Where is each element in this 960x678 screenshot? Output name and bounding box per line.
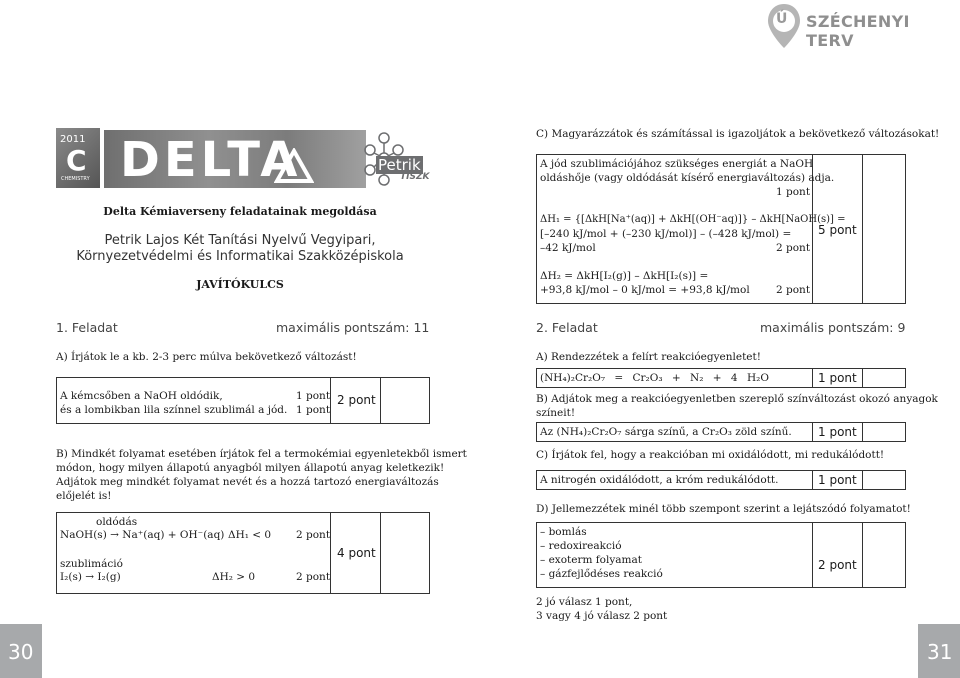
task1-b-equation-2: I₂(s) → I₂(g)	[60, 571, 121, 583]
delta-text: DELTA	[120, 132, 302, 188]
task1-b-dh-2: ΔH₂ > 0	[212, 571, 256, 583]
task1-b-dh-1: ΔH₁ < 0	[228, 529, 272, 541]
task1-c-calc-2: [–240 kJ/mol + (–230 kJ/mol)] – (–428 kJ/mol) =	[540, 228, 792, 240]
task2-d-item: – redoxireakció	[540, 540, 622, 552]
szechenyi-logo-letter: Ú	[776, 11, 788, 27]
task1-c-point-1: 1 pont	[776, 186, 811, 198]
task2-d-item: – gázfejlődéses reakció	[540, 568, 663, 580]
task2-d-prompt: D) Jellemezzétek minél több szempont szerint a lejátszódó folyamatot!	[536, 503, 911, 515]
task1-b-point-1: 2 pont	[296, 529, 331, 541]
task1-a-prompt: A) Írjátok le a kb. 2-3 perc múlva bekövetkező változást!	[56, 351, 357, 363]
task2-max-score: maximális pontszám: 9	[760, 320, 906, 335]
task1-b-equation-1: NaOH(s) → Na⁺(aq) + OH⁻(aq)	[60, 529, 225, 541]
task1-c-point-3: 2 pont	[776, 284, 811, 296]
task2-label: 2. Feladat	[536, 320, 598, 335]
task2-b-prompt-1: B) Adjátok meg a reakcióegyenletben szereplő színváltozást okozó anyagok	[536, 393, 938, 405]
task1-c-calc-3: –42 kJ/mol	[540, 242, 596, 254]
task1-a-point-1: 1 pont	[296, 390, 331, 402]
page-number-box-right	[918, 624, 960, 678]
task2-c-answer: A nitrogén oxidálódott, a króm redukálódott.	[540, 474, 779, 486]
task1-c-prompt: C) Magyarázzátok és számítással is igazoljátok a bekövetkező változásokat!	[536, 128, 940, 140]
task1-b-line-4: előjelét is!	[56, 490, 112, 502]
chemistry-book-logo	[56, 128, 100, 188]
book-letter: C	[66, 144, 87, 177]
task2-d-item: – bomlás	[540, 526, 587, 538]
task2-d-note-2: 3 vagy 4 jó válasz 2 pont	[536, 610, 668, 622]
task1-b-word-1: oldódás	[96, 516, 138, 528]
page-number-box-left	[0, 624, 42, 678]
task1-c-total: 5 pont	[818, 223, 857, 237]
task2-b-answer: Az (NH₄)₂Cr₂O₇ sárga színű, a Cr₂O₃ zöld színű.	[540, 426, 792, 438]
petrik-text: Petrik	[378, 156, 421, 174]
task2-c-point: 1 pont	[818, 473, 857, 487]
task1-c-line-2: oldáshője (vagy oldódását kísérő energiaváltozás) adja.	[540, 172, 835, 184]
task1-b-point-2: 2 pont	[296, 571, 331, 583]
tiszk-text: TISZK	[400, 172, 430, 182]
task2-a-prompt: A) Rendezzétek a felírt reakcióegyenletet!	[536, 351, 761, 363]
petrik-logo	[360, 130, 430, 190]
task1-c-calc-5: +93,8 kJ/mol – 0 kJ/mol = +93,8 kJ/mol	[540, 284, 750, 296]
task2-c-prompt: C) Írjátok fel, hogy a reakcióban mi oxidálódott, mi redukálódott!	[536, 449, 885, 461]
task2-b-point: 1 pont	[818, 425, 857, 439]
task2-d-point: 2 pont	[818, 558, 857, 572]
page-number-left: 30	[8, 640, 34, 664]
school-line-2: Környezetvédelmi és Informatikai Szakközépiskola	[76, 249, 404, 264]
delta-banner	[104, 130, 366, 188]
answer-key-title: JAVÍTÓKULCS	[196, 278, 284, 291]
page-number-right: 31	[927, 640, 953, 664]
triangle-icon	[274, 148, 314, 184]
book-year: 2011	[60, 134, 86, 145]
task1-b-line-3: Adjátok meg mindkét folyamat nevét és a hozzá tartozó energiaváltozás	[56, 476, 439, 488]
task1-b-line-1: B) Mindkét folyamat esetében írjátok fel a termokémiai egyenletekből ismert	[56, 448, 467, 460]
task1-b-line-2: módon, hogy milyen állapotú anyagból milyen állapotú anyag keletkezik!	[56, 462, 445, 474]
book-label: CHEMISTRY	[61, 176, 90, 182]
task2-d-note-1: 2 jó válasz 1 pont,	[536, 596, 633, 608]
task1-a-total: 2 pont	[337, 393, 376, 407]
task1-b-word-2: szublimáció	[60, 558, 123, 570]
task1-c-calc-1: ΔH₁ = {[ΔkH[Na⁺(aq)] + ΔkH[(OH⁻aq)]} – ΔkH[NaOH(s)] =	[540, 214, 846, 225]
task1-label: 1. Feladat	[56, 320, 118, 335]
task2-d-item: – exoterm folyamat	[540, 554, 642, 566]
task1-b-total: 4 pont	[337, 546, 376, 560]
left-title: Delta Kémiaverseny feladatainak megoldása	[103, 205, 377, 218]
task1-a-point-2: 1 pont	[296, 404, 331, 416]
task2-b-prompt-2: színeit!	[536, 407, 576, 419]
task2-a-point: 1 pont	[818, 371, 857, 385]
szechenyi-logo-text: SZÉCHENYI TERV	[806, 12, 910, 50]
task1-a-line-1: A kémcsőben a NaOH oldódik,	[60, 390, 223, 402]
task1-a-line-2: és a lombikban lila színnel szublimál a jód.	[60, 404, 288, 416]
task1-max-score: maximális pontszám: 11	[276, 320, 430, 335]
task2-a-equation: (NH₄)₂Cr₂O₇ = Cr₂O₃ + N₂ + 4 H₂O	[540, 372, 769, 384]
task1-c-calc-4: ΔH₂ = ΔkH[I₂(g)] – ΔkH[I₂(s)] =	[540, 270, 709, 282]
task1-c-line-1: A jód szublimációjához szükséges energiát a NaOH	[540, 158, 814, 170]
task1-c-point-2: 2 pont	[776, 242, 811, 254]
school-line-1: Petrik Lajos Két Tanítási Nyelvű Vegyipari,	[104, 233, 376, 248]
szechenyi-logo	[766, 2, 956, 52]
